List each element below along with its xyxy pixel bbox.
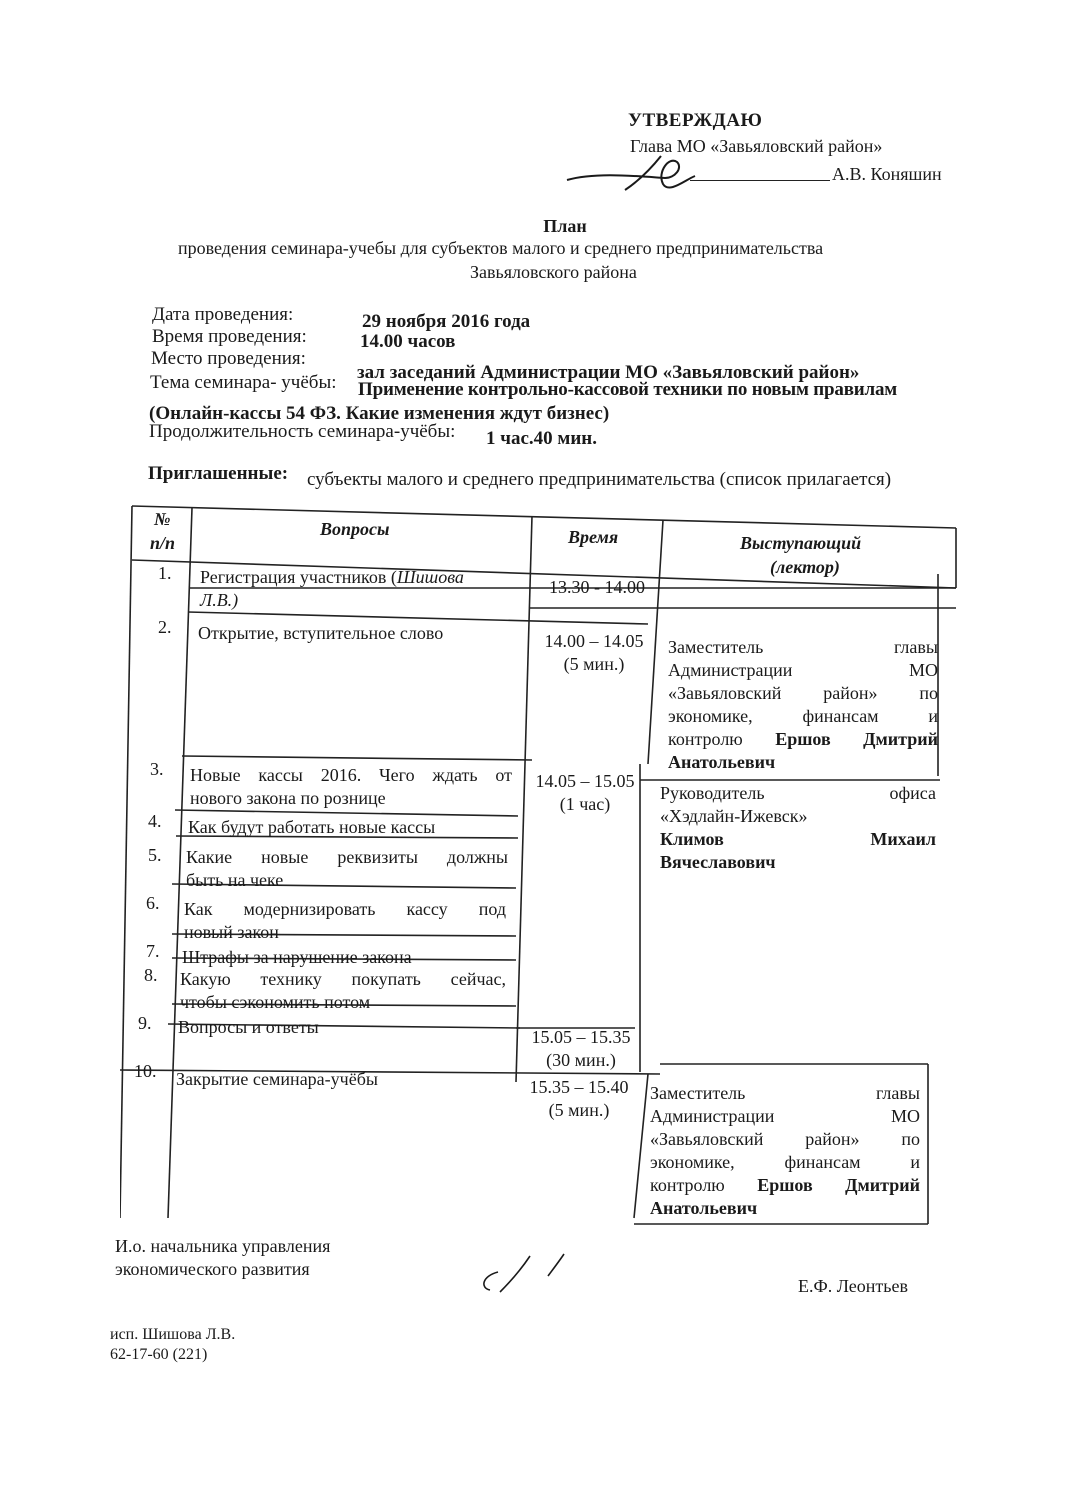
footer-signature-image: [470, 1250, 580, 1300]
row-5-question: Какие новые реквизиты должны быть на чеке: [186, 847, 508, 890]
row-1-question: Регистрация участников (Шишова Л.В.): [200, 567, 464, 610]
document-title: План: [543, 216, 587, 236]
duration-value: 1 час.40 мин.: [486, 428, 597, 449]
header-speaker-line2: (лектор): [770, 557, 840, 577]
header-questions: Вопросы: [320, 519, 390, 539]
date-label: Дата проведения:: [152, 304, 294, 325]
row-8-num: 8.: [144, 965, 158, 985]
header-num-line1: №: [154, 509, 171, 529]
invited-value: субъекты малого и среднего предпринимательства (список прилагается): [307, 469, 892, 490]
row-2-speaker: Заместитель главы Администрации МО «Завьяловский район» по экономике, финансам и контролю Ершов Дмитрий Анатольевич: [668, 637, 938, 772]
place-label: Место проведения:: [151, 348, 306, 369]
footer-role-line1: И.о. начальника управления: [115, 1236, 331, 1256]
row-4-question: Как будут работать новые кассы: [188, 817, 436, 837]
time-value: 14.00 часов: [360, 331, 456, 352]
approval-title: УТВЕРЖДАЮ: [628, 110, 763, 131]
executor-phone: 62-17-60 (221): [110, 1346, 208, 1363]
time-label: Время проведения:: [152, 326, 307, 347]
row-6-num: 6.: [146, 893, 160, 913]
row-6-question: Как модернизировать кассу под новый закон: [184, 899, 506, 942]
row-3-question: Новые кассы 2016. Чего ждать от нового закона по рознице: [190, 765, 512, 808]
invited-label: Приглашенные:: [148, 463, 289, 484]
approval-signer: А.В. Коняшин: [832, 164, 942, 184]
row-3-time: 14.05 – 15.05 (1 час): [535, 771, 635, 814]
row-9-question: Вопросы и ответы: [178, 1017, 319, 1037]
row-1-num: 1.: [158, 563, 172, 583]
place-value: зал заседаний Администрации МО «Завьяловский район»: [357, 362, 860, 383]
row-4-num: 4.: [148, 811, 162, 831]
row-2-time: 14.00 – 14.05 (5 мин.): [544, 631, 644, 674]
row-2-num: 2.: [158, 617, 172, 637]
row-10-time: 15.35 – 15.40 (5 мин.): [529, 1077, 629, 1120]
document-subtitle-line2: Завьяловского района: [470, 262, 637, 282]
row-3-speaker: Руководитель офиса «Хэдлайн-Ижевск» Климов Михаил Вячеславович: [660, 783, 936, 872]
header-time: Время: [568, 527, 619, 547]
executor: исп. Шишова Л.В.: [110, 1326, 236, 1343]
signature-line: [690, 180, 830, 181]
document-subtitle-line1: проведения семинара-учебы для субъектов малого и среднего предпринимательства: [178, 238, 824, 258]
row-2-question: Открытие, вступительное слово: [198, 623, 444, 643]
date-value: 29 ноября 2016 года: [362, 311, 531, 332]
header-speaker-line1: Выступающий: [740, 533, 862, 553]
row-10-num: 10.: [134, 1061, 157, 1081]
footer-role-line2: экономического развития: [115, 1259, 310, 1279]
row-5-num: 5.: [148, 845, 162, 865]
row-7-num: 7.: [146, 941, 160, 961]
approval-signature-image: [565, 150, 705, 202]
row-9-time: 15.05 – 15.35 (30 мин.): [531, 1027, 631, 1070]
approval-position: Глава МО «Завьяловский район»: [630, 136, 883, 156]
topic-value-line2: (Онлайн-кассы 54 ФЗ. Какие изменения ждут бизнес): [149, 403, 610, 424]
row-1-time: 13.30 - 14.00: [549, 577, 645, 597]
topic-value-line1: Применение контрольно-кассовой техники по новым правилам: [358, 379, 898, 400]
schedule-table: [120, 504, 958, 1226]
footer-signer-name: Е.Ф. Леонтьев: [798, 1276, 908, 1296]
row-10-question: Закрытие семинара-учёбы: [176, 1069, 378, 1089]
row-3-num: 3.: [150, 759, 164, 779]
row-7-question: Штрафы за нарушение закона: [182, 947, 412, 967]
row-9-num: 9.: [138, 1013, 152, 1033]
row-10-speaker: Заместитель главы Администрации МО «Завьяловский район» по экономике, финансам и контролю Ершов Дмитрий Анатольевич: [650, 1083, 920, 1218]
header-num-line2: п/п: [150, 533, 176, 553]
topic-label: Тема семинара- учёбы:: [150, 372, 337, 393]
duration-label: Продолжительность семинара-учёбы:: [149, 421, 456, 442]
row-8-question: Какую технику покупать сейчас, чтобы сэкономить потом: [180, 969, 506, 1012]
